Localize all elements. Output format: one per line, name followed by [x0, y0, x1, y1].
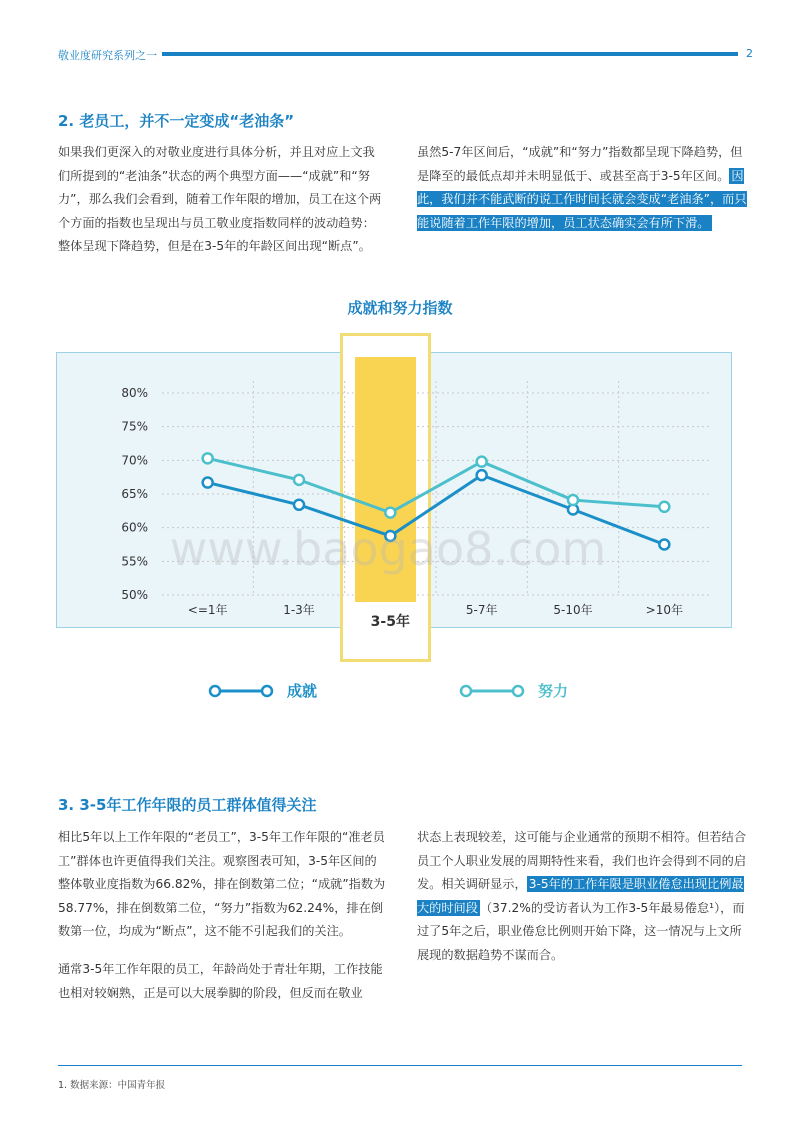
chart-title: 成就和努力指数: [347, 299, 453, 317]
page-number: 2: [746, 47, 753, 60]
section-3-heading: 3. 3-5年工作年限的员工群体值得关注: [58, 796, 317, 814]
y-tick-label: 55%: [121, 554, 148, 569]
section-3-left-paragraph-2: 通常3-5年工作年限的员工，年龄尚处于青壮年期，工作技能也相对较娴熟，正是可以大展拳脚的阶段，但反而在敬业: [58, 961, 383, 1000]
section-3-left-column: [58, 826, 388, 1005]
x-axis-ticks: [188, 602, 683, 630]
y-tick-label: 50%: [121, 588, 148, 602]
data-point: [568, 495, 578, 505]
legend-effort-label: 努力: [538, 682, 569, 700]
header-title: 敬业度研究系列之一: [58, 49, 157, 62]
data-point: [294, 500, 304, 510]
section-3-right-column: [417, 826, 747, 968]
x-tick-label-highlight: 3-5年: [370, 614, 410, 630]
legend-achievement-label: 成就: [287, 682, 318, 700]
section-2-highlight: 因此，我们并不能武断的说工作时间长就会变成“老油条”，而只能说随着工作年限的增加，员工状态确实会有所下滑。: [417, 168, 747, 230]
x-tick-label: <=1年: [187, 603, 228, 617]
section-3-right-paragraph: [417, 826, 747, 968]
data-point: [385, 508, 395, 518]
section-2-right-text: 虽然5-7年区间后，“成就”和“努力”指数都呈现下降趋势，但是降至的最低点却并未明显低于、或甚至高于3-5年区间。: [417, 145, 743, 183]
section-3-right-text-end: （37.2%的受访者认为工作3-5年最易倦怠¹），而过了5年之后，职业倦怠比例则开始下降，这一情况与上文所展现的数据趋势不谋而合。: [417, 900, 745, 962]
footnote-rule: [58, 1065, 742, 1066]
section-2-heading: 2. 老员工，并不一定变成“老油条”: [58, 112, 295, 130]
data-point: [477, 470, 487, 480]
data-point: [203, 453, 213, 463]
y-axis-ticks: [121, 386, 148, 602]
x-tick-label: 1-3年: [283, 603, 315, 617]
section-3-highlight: 3-5年的工作年限是职业倦怠出现比例最大的时间段: [417, 877, 744, 915]
x-tick-label: 5-10年: [553, 603, 593, 617]
section-3-right-text: 状态上表现较差，这可能与企业通常的预期不相符。但若结合员工个人职业发展的周期特性来看，我们也许会得到不同的启发。相关调研显示，: [417, 830, 747, 892]
footnote: 1. 数据来源：中国青年报: [58, 1080, 166, 1091]
section-2-left-paragraph: 如果我们更深入的对敬业度进行具体分析，并且对应上文我们所提到的“老油条”状态的两个典型方面——“成就”和“努力”，那么我们会看到，随着工作年限的增加，员工在这个两个方面的指数也呈现出与员工敬业度指数同样的波动趋势：整体呈现下降趋势，但是在3-5年的年龄区间出现“断点”。: [58, 145, 382, 254]
y-tick-label: 75%: [121, 419, 148, 434]
section-3-left-paragraph-1: 相比5年以上工作年限的“老员工”，3-5年工作年限的“准老员工”群体也许更值得我们关注。观察图表可知，3-5年区间的整体敬业度指数为66.82%，排在倒数第二位；“成就”指数为58.77%，排在倒数第二位，“努力”指数为62.24%，排在倒数第一位，均成为“断点”，这不能不引起我们的关注。: [58, 830, 386, 939]
data-point: [477, 457, 487, 467]
y-tick-label: 65%: [121, 487, 148, 501]
watermark: www.baogao8.com: [169, 522, 607, 576]
y-tick-label: 70%: [121, 453, 148, 468]
data-point: [203, 478, 213, 488]
y-tick-label: 60%: [121, 520, 148, 535]
data-point: [659, 502, 669, 512]
x-tick-label: >10年: [645, 603, 683, 617]
data-point: [659, 540, 669, 550]
data-point: [294, 475, 304, 485]
y-tick-label: 80%: [121, 386, 148, 400]
x-tick-label: 5-7年: [465, 603, 498, 617]
